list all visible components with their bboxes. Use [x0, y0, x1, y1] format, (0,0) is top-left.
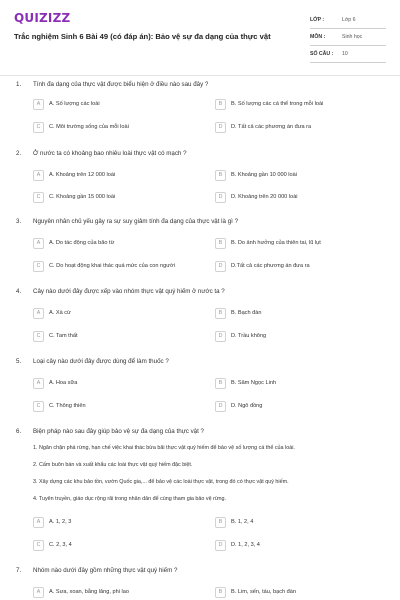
option-text: C. 2, 3, 4 [49, 542, 72, 548]
option-letter-box: D [215, 122, 226, 133]
question-text: Tính đa dạng của thực vật được biểu hiện ở điều nào sau đây ? [33, 81, 209, 88]
option-text: D. Trầu không [231, 333, 267, 339]
option-text: A. Do tác động của bão từ [49, 240, 115, 246]
option-letter-box: B [215, 170, 226, 181]
statement-1: 1. Ngăn chặn phá rừng, hạn chế việc khai thác bừa bãi thực vật quý hiếm để bảo vệ số lượng cá thể của loài. [33, 445, 295, 451]
header-divider [0, 75, 400, 76]
option-a[interactable] [33, 586, 129, 598]
option-text: D. Tất cả các phương án đưa ra [231, 124, 312, 130]
option-text: A. Khoảng trên 12 000 loài [49, 172, 116, 178]
option-letter-box: D [215, 261, 226, 272]
option-letter-box: A [33, 517, 44, 528]
option-letter-box: C [33, 261, 44, 272]
question-stem [16, 149, 187, 158]
question-text: Ở nước ta có khoảng bao nhiêu loài thực vật có mạch ? [33, 150, 187, 157]
option-b[interactable] [215, 237, 321, 249]
option-letter-box: D [215, 401, 226, 412]
question-stem [16, 80, 208, 89]
option-b[interactable] [215, 98, 323, 110]
meta-row-count [310, 46, 386, 63]
question-number: 4. [16, 288, 22, 295]
option-letter-box: D [215, 540, 226, 551]
option-text: B. Sâm Ngọc Linh [231, 380, 277, 386]
option-text: A. Hoa sữa [49, 380, 78, 386]
option-text: B. 1, 2, 4 [231, 519, 254, 525]
meta-value: Lớp 6 [342, 17, 356, 23]
page-title: Trắc nghiệm Sinh 6 Bài 49 (có đáp án): Bảo vệ sự đa dạng của thực vật [14, 32, 271, 41]
option-text: C. Do hoạt động khai thác quá mức của con người [49, 263, 175, 269]
option-letter-box: A [33, 238, 44, 249]
statement-3: 3. Xây dựng các khu bảo tồn, vườn Quốc gia,... để bảo vệ các loài thực vật, trong đó có thực vật quý hiếm. [33, 479, 289, 485]
question-number: 7. [16, 567, 22, 574]
question-text: Nhóm nào dưới đây gồm những thực vật quý hiếm ? [33, 567, 178, 574]
question-text: Cây nào dưới đây được xếp vào nhóm thực vật quý hiếm ở nước ta ? [33, 288, 225, 295]
meta-label: LỚP : [310, 17, 325, 23]
meta-table [310, 12, 386, 63]
question-text: Nguyên nhân chủ yếu gây ra sự suy giảm tính đa dạng của thực vật là gì ? [33, 218, 239, 225]
meta-value: 10 [342, 51, 348, 57]
option-text: D. 1, 2, 3, 4 [231, 542, 260, 548]
option-letter-box: B [215, 587, 226, 598]
option-text: D.Tất cả các phương án đưa ra [231, 263, 310, 269]
question-stem [16, 566, 177, 575]
option-text: C. Khoảng gần 15 000 loài [49, 194, 116, 200]
option-c[interactable] [33, 539, 72, 551]
option-letter-box: A [33, 99, 44, 110]
option-letter-box: A [33, 170, 44, 181]
option-c[interactable] [33, 191, 115, 203]
option-letter-box: C [33, 122, 44, 133]
option-letter-box: C [33, 192, 44, 203]
option-b[interactable] [215, 377, 276, 389]
option-a[interactable] [33, 307, 71, 319]
option-a[interactable] [33, 237, 114, 249]
option-letter-box: C [33, 331, 44, 342]
question-number: 1. [16, 81, 22, 88]
option-a[interactable] [33, 377, 77, 389]
option-text: D. Ngô đồng [231, 403, 263, 409]
option-c[interactable] [33, 121, 129, 133]
option-a[interactable] [33, 516, 71, 528]
option-c[interactable] [33, 330, 78, 342]
option-a[interactable] [33, 169, 115, 181]
option-b[interactable] [215, 586, 296, 598]
question-text: Loại cây nào dưới đây được dùng để làm thuốc ? [33, 358, 169, 365]
option-letter-box: B [215, 99, 226, 110]
question-stem [16, 287, 225, 296]
option-b[interactable] [215, 307, 261, 319]
option-text: B. Khoảng gần 10 000 loài [231, 172, 297, 178]
option-text: B. Số lượng các cá thể trong mỗi loài [231, 101, 324, 107]
meta-row-class [310, 12, 386, 29]
option-d[interactable] [215, 260, 310, 272]
option-b[interactable] [215, 169, 297, 181]
meta-label: SỐ CÂU : [310, 51, 334, 57]
option-letter-box: B [215, 517, 226, 528]
option-a[interactable] [33, 98, 100, 110]
option-d[interactable] [215, 191, 298, 203]
option-d[interactable] [215, 330, 266, 342]
option-text: A. 1, 2, 3 [49, 519, 72, 525]
option-text: C. Tam thất [49, 333, 78, 339]
meta-row-subject [310, 29, 386, 46]
option-letter-box: A [33, 308, 44, 319]
option-letter-box: D [215, 192, 226, 203]
quizizz-logo: QUIZIZZ [14, 11, 71, 25]
option-letter-box: B [215, 238, 226, 249]
meta-value: Sinh học [342, 34, 363, 40]
option-d[interactable] [215, 539, 260, 551]
statement-4: 4. Tuyên truyền, giáo dục rộng rãi trong nhân dân để cùng tham gia bảo vệ rừng. [33, 496, 227, 502]
question-number: 2. [16, 150, 22, 157]
option-text: C. Môi trường sống của mỗi loài [49, 124, 129, 130]
option-d[interactable] [215, 400, 262, 412]
question-number: 5. [16, 358, 22, 365]
question-stem [16, 427, 204, 436]
option-letter-box: A [33, 378, 44, 389]
option-letter-box: B [215, 308, 226, 319]
option-letter-box: B [215, 378, 226, 389]
option-text: B. Lim, sến, táu, bạch đàn [231, 589, 296, 595]
option-text: B. Bạch đàn [231, 310, 262, 316]
question-stem [16, 357, 169, 366]
statement-2: 2. Cấm buôn bán và xuất khẩu các loài thực vật quý hiếm đặc biệt. [33, 462, 193, 468]
option-text: A. Số lượng các loài [49, 101, 100, 107]
question-number: 3. [16, 218, 22, 225]
option-text: B. Do ảnh hưởng của thiên tai, lũ lụt [231, 240, 321, 246]
option-letter-box: C [33, 540, 44, 551]
question-stem [16, 217, 238, 226]
option-text: A. Sưa, xoan, bằng lăng, phi lao [49, 589, 129, 595]
option-d[interactable] [215, 121, 311, 133]
option-text: A. Xà cừ [49, 310, 71, 316]
meta-label: MÔN : [310, 34, 326, 40]
option-c[interactable] [33, 400, 86, 412]
worksheet-header [0, 0, 400, 72]
question-text: Biện pháp nào sau đây giúp bảo vệ sự đa dạng của thực vật ? [33, 428, 204, 435]
option-letter-box: A [33, 587, 44, 598]
option-letter-box: C [33, 401, 44, 412]
option-text: C. Thông thiên [49, 403, 86, 409]
option-c[interactable] [33, 260, 175, 272]
option-letter-box: D [215, 331, 226, 342]
option-b[interactable] [215, 516, 253, 528]
question-number: 6. [16, 428, 22, 435]
option-text: D. Khoảng trên 20 000 loài [231, 194, 298, 200]
